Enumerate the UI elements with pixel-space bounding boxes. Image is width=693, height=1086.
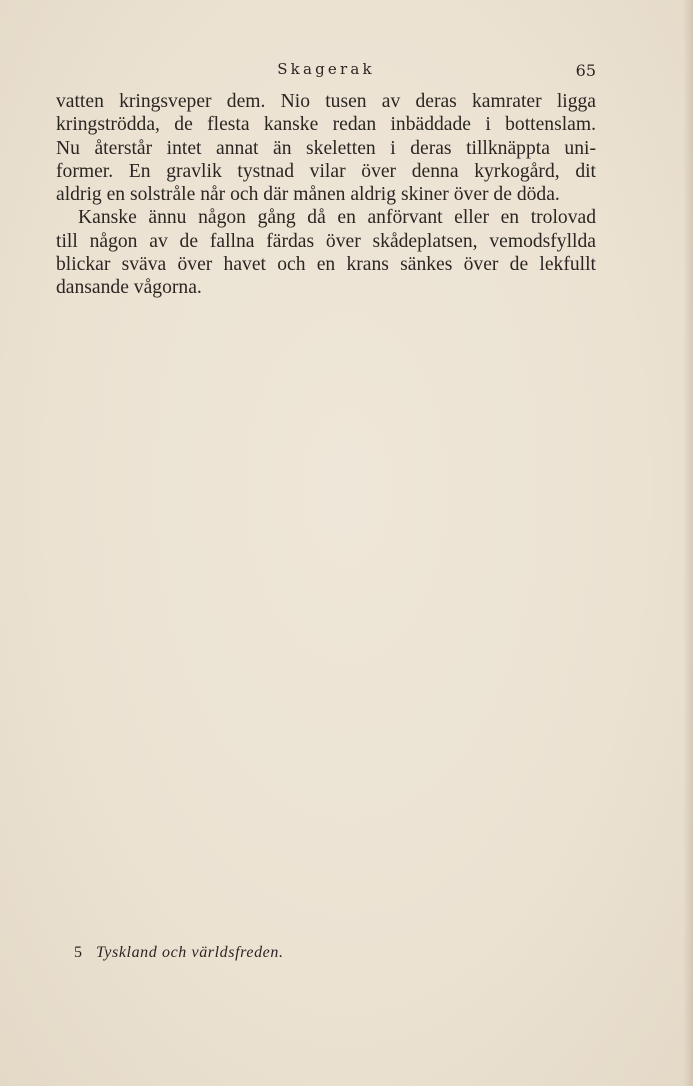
running-head xyxy=(56,60,596,84)
text-line: dansande vågorna. xyxy=(56,277,202,299)
text-line: Nu återstår intet annat än skeletten i deras tillknäppta uni- xyxy=(56,137,596,159)
running-title: Skagerak xyxy=(277,60,375,78)
body-text xyxy=(56,90,596,300)
signature-mark xyxy=(74,944,284,962)
text-line: aldrig en solstråle når och där månen aldrig skiner över de döda. xyxy=(56,184,560,206)
signature-title: Tyskland och världsfreden. xyxy=(96,944,284,961)
paragraph-1 xyxy=(56,90,596,206)
paragraph-2 xyxy=(56,206,596,299)
text-line: kringströdda, de flesta kanske redan inbäddade i bottenslam. xyxy=(56,114,596,136)
text-line: former. En gravlik tystnad vilar över denna kyrkogård, dit xyxy=(56,160,596,182)
text-line: till någon av de fallna färdas över skådeplatsen, vemodsfyllda xyxy=(56,230,596,252)
text-line: blickar sväva över havet och en krans sänkes över de lekfullt xyxy=(56,254,596,276)
page-edge-shadow xyxy=(683,0,693,1086)
page-number: 65 xyxy=(575,61,596,80)
signature-number: 5 xyxy=(74,944,82,961)
text-line: Kanske ännu någon gång då en anförvant eller en trolovad xyxy=(78,207,596,229)
text-line: vatten kringsveper dem. Nio tusen av deras kamrater ligga xyxy=(56,91,596,112)
